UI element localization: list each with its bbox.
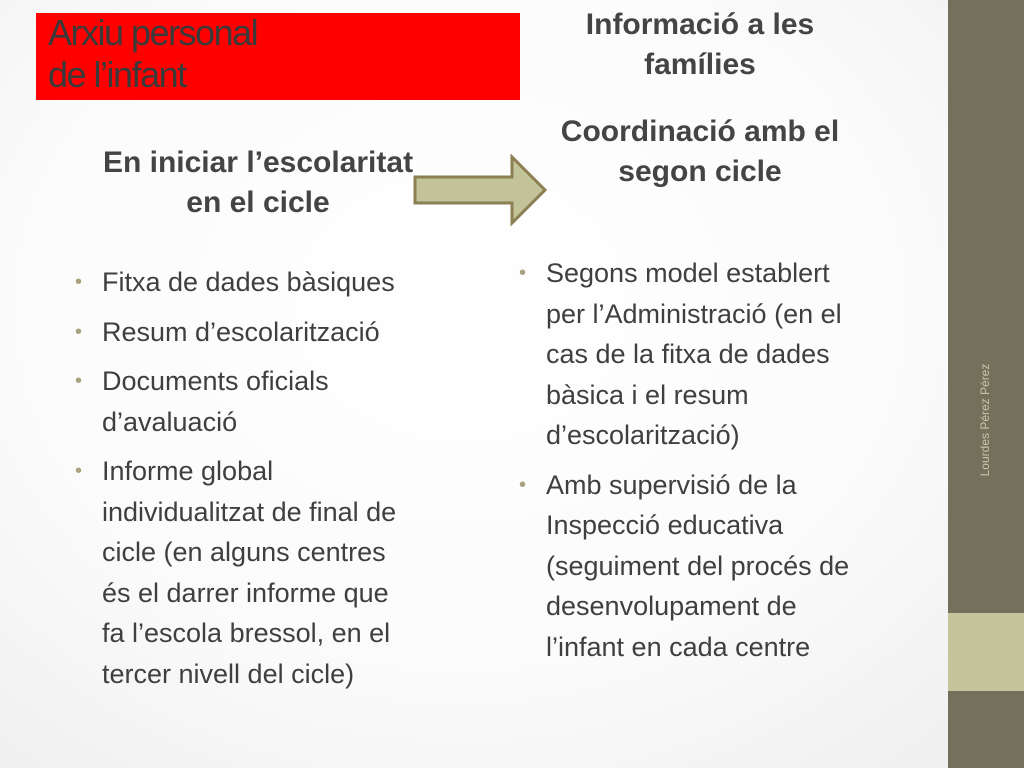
list-item-text: l’infant en cada centre (546, 631, 811, 662)
list-item-text: Documents oficials (102, 366, 329, 396)
bullet-list-left (72, 262, 462, 703)
list-item (72, 451, 462, 694)
list-item-text: és el darrer informe que (102, 577, 389, 608)
heading-line: famílies (644, 48, 756, 81)
heading-line: en el cicle (186, 186, 330, 219)
list-item-text: Fitxa de dades bàsiques (102, 267, 395, 297)
list-item-text: d’escolarització) (546, 420, 740, 450)
list-item-text: fa l’escola bressol, en el (102, 618, 391, 648)
list-item-text: tercer nivell del cicle) (102, 658, 355, 689)
list-item (72, 262, 462, 303)
slide-title-line: Arxiu personal (48, 12, 258, 53)
heading-line: segon cicle (618, 155, 782, 188)
list-item-text: Resum d’escolarització (102, 316, 380, 347)
list-item-text: Informe global (102, 456, 274, 486)
list-item-text: bàsica i el resum (546, 379, 749, 410)
heading-start-schooling (60, 143, 456, 223)
list-item-text: (seguiment del procés de (546, 550, 850, 581)
slide-title-line: de l’infant (48, 54, 186, 95)
list-item-text: Segons model establert (546, 258, 830, 288)
heading-family-info (520, 5, 880, 85)
bullet-marker: • (519, 473, 527, 496)
list-item-text: cicle (en alguns centres (102, 537, 386, 567)
bullet-marker: • (519, 262, 527, 284)
list-item-text: per l’Administració (en el (546, 298, 842, 329)
slide-title (48, 12, 257, 96)
footer-author: Lourdes Pérez Pérez (978, 363, 992, 477)
list-item-text: Amb supervisió de la (546, 469, 797, 500)
right-arrow-icon (412, 154, 548, 226)
list-item-text: individualitzat de final de (102, 496, 397, 527)
list-item (72, 312, 462, 353)
bullet-list-right (516, 253, 906, 676)
list-item-text: d’avaluació (102, 406, 238, 437)
side-decor-accent (948, 613, 1024, 691)
list-item (516, 253, 906, 456)
list-item-text: desenvolupament de (546, 591, 797, 621)
list-item (516, 465, 906, 668)
heading-line: Coordinació amb el (560, 115, 840, 148)
bullet-marker: • (75, 370, 83, 392)
heading-line: En iniciar l’escolaritat (102, 146, 414, 179)
bullet-marker: • (75, 320, 83, 343)
heading-coordination (520, 112, 880, 192)
bullet-marker: • (75, 460, 83, 482)
heading-line: Informació a les (585, 8, 815, 41)
list-item-text: cas de la fitxa de dades (546, 339, 830, 369)
list-item-text: Inspecció educativa (546, 510, 784, 540)
bullet-marker: • (75, 271, 83, 293)
list-item (72, 361, 462, 442)
